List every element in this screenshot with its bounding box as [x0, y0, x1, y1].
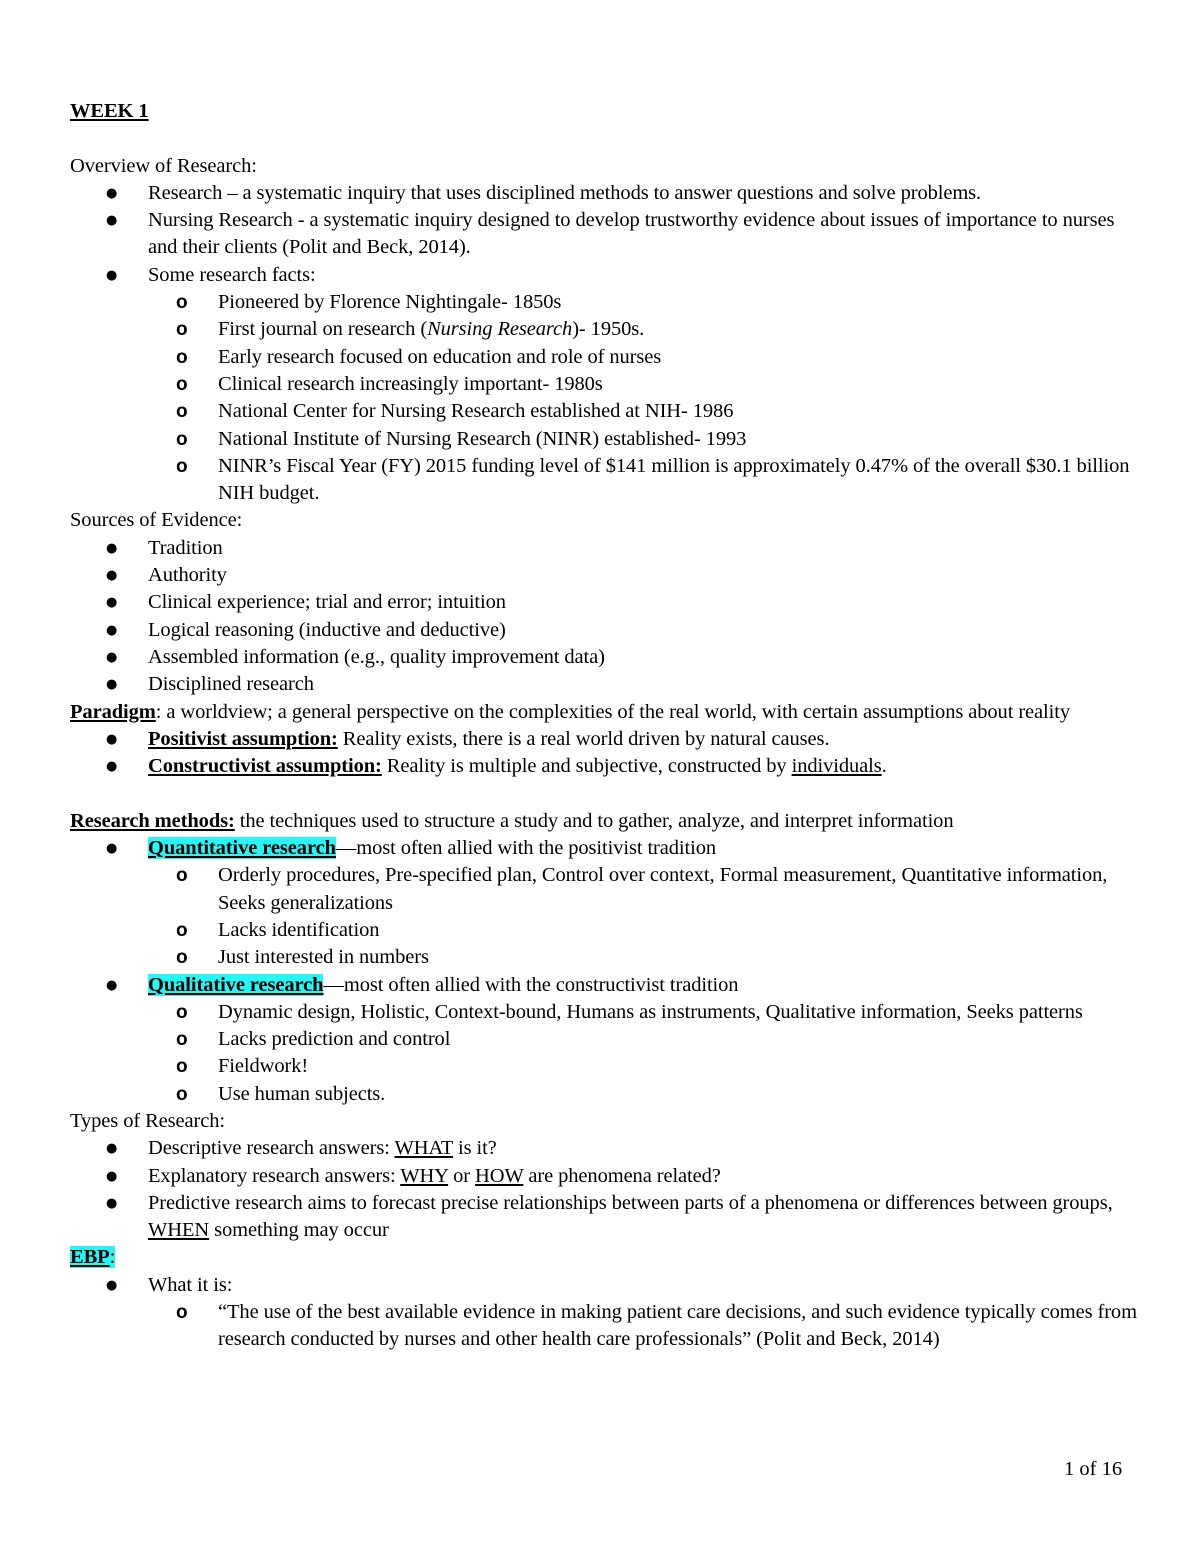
list-item: ● Clinical experience; trial and error; intuition [70, 589, 1145, 616]
paradigm-list [70, 726, 1145, 781]
sub-list-item: o Orderly procedures, Pre-specified plan, Control over context, Formal measurement, Quantitative information, Seeks generalizations [70, 862, 1145, 917]
sub-list-item: o Lacks prediction and control [70, 1026, 1145, 1053]
list-item: ● Tradition [70, 535, 1145, 562]
spacer [70, 125, 1145, 152]
list-item: ● Nursing Research - a systematic inquiry designed to develop trustworthy evidence about issues of importance to nurses and their clients (Polit and Beck, 2014). [70, 207, 1145, 262]
list-item: ● Assembled information (e.g., quality improvement data) [70, 644, 1145, 671]
page-number: 1 of 16 [1064, 1458, 1123, 1480]
quantitative-sublist [148, 862, 1145, 971]
week-title: WEEK 1 [70, 100, 149, 122]
ebp-term: EBP [70, 1246, 110, 1269]
paradigm-definition: Paradigm: a worldview; a general perspective on the complexities of the real world, with certain assumptions about reality [70, 700, 1070, 723]
list-item: ● Some research facts: o Pioneered by Florence Nightingale- 1850s o First journal on research (Nursing Research)- 1950s. o Early research focused on education and role of nurses o Clinical research increasingly important- 1980s o National Center for Nursing Research established at NIH- 1986 o National Institute of Nursing Research (NINR) established- 1993 o NINR’s Fiscal Year (FY) 2015 funding level of $141 million is approximately 0.47% of the overall $30.1 billion NIH budget. [70, 262, 1145, 508]
list-item: ● Constructivist assumption: Reality is multiple and subjective, constructed by individuals. [70, 753, 1145, 780]
document-page [70, 98, 1145, 1354]
types-list [70, 1135, 1145, 1244]
ebp-sublist [148, 1299, 1145, 1354]
sub-list-item: o Clinical research increasingly important- 1980s [70, 371, 1145, 398]
sources-heading: Sources of Evidence: [70, 509, 243, 532]
qualitative-term: Qualitative research [148, 973, 324, 996]
quantitative-term: Quantitative research [148, 837, 336, 860]
sub-list-item: o “The use of the best available evidence in making patient care decisions, and such evidence typically comes from research conducted by nurses and other health care professionals” (Polit and Beck, 2014) [70, 1299, 1145, 1354]
sub-list-item: o National Center for Nursing Research established at NIH- 1986 [70, 398, 1145, 425]
list-item: ● Logical reasoning (inductive and deductive) [70, 617, 1145, 644]
facts-list [148, 289, 1145, 507]
sub-list-item: o Lacks identification [70, 917, 1145, 944]
overview-heading: Overview of Research: [70, 154, 257, 177]
ebp-heading: EBP: [70, 1246, 116, 1269]
sub-list-item: o Just interested in numbers [70, 944, 1145, 971]
list-item: ● Positivist assumption: Reality exists, there is a real world driven by natural causes. [70, 726, 1145, 753]
methods-definition: Research methods: the techniques used to structure a study and to gather, analyze, and interpret information [70, 809, 954, 832]
methods-list [70, 835, 1145, 1108]
list-item: ● Quantitative research—most often allied with the positivist tradition o Orderly procedures, Pre-specified plan, Control over context, Formal measurement, Quantitative information, Seeks generalizations o Lacks identification o Just interested in numbers [70, 835, 1145, 971]
methods-term: Research methods: [70, 809, 235, 832]
sub-list-item: o Fieldwork! [70, 1053, 1145, 1080]
list-item: ● Predictive research aims to forecast precise relationships between parts of a phenomena or differences between groups, WHEN something may occur [70, 1190, 1145, 1245]
list-item: ● Authority [70, 562, 1145, 589]
sources-list [70, 535, 1145, 699]
list-item: ● Descriptive research answers: WHAT is it? [70, 1135, 1145, 1162]
spacer [70, 780, 1145, 807]
sub-list-item: o NINR’s Fiscal Year (FY) 2015 funding level of $141 million is approximately 0.47% of the overall $30.1 billion NIH budget. [70, 453, 1145, 508]
sub-list-item: o Dynamic design, Holistic, Context-bound, Humans as instruments, Qualitative information, Seeks patterns [70, 999, 1145, 1026]
sub-list-item: o Early research focused on education and role of nurses [70, 344, 1145, 371]
list-item: ● Qualitative research—most often allied with the constructivist tradition o Dynamic design, Holistic, Context-bound, Humans as instruments, Qualitative information, Seeks patterns o Lacks prediction and control o Fieldwork! o Use human subjects. [70, 972, 1145, 1108]
qualitative-sublist [148, 999, 1145, 1108]
list-item: ● What it is: o “The use of the best available evidence in making patient care decisions, and such evidence typically comes from research conducted by nurses and other health care professionals” (Polit and Beck, 2014) [70, 1272, 1145, 1354]
sub-list-item: o First journal on research (Nursing Research)- 1950s. [70, 316, 1145, 343]
ebp-list [70, 1272, 1145, 1354]
list-item: ● Disciplined research [70, 671, 1145, 698]
types-heading: Types of Research: [70, 1109, 226, 1132]
sub-list-item: o Use human subjects. [70, 1081, 1145, 1108]
sub-list-item: o National Institute of Nursing Research (NINR) established- 1993 [70, 426, 1145, 453]
list-item: ● Explanatory research answers: WHY or HOW are phenomena related? [70, 1163, 1145, 1190]
list-item: ● Research – a systematic inquiry that uses disciplined methods to answer questions and solve problems. [70, 180, 1145, 207]
sub-list-item: o Pioneered by Florence Nightingale- 1850s [70, 289, 1145, 316]
paradigm-term: Paradigm [70, 700, 156, 723]
overview-list [70, 180, 1145, 508]
